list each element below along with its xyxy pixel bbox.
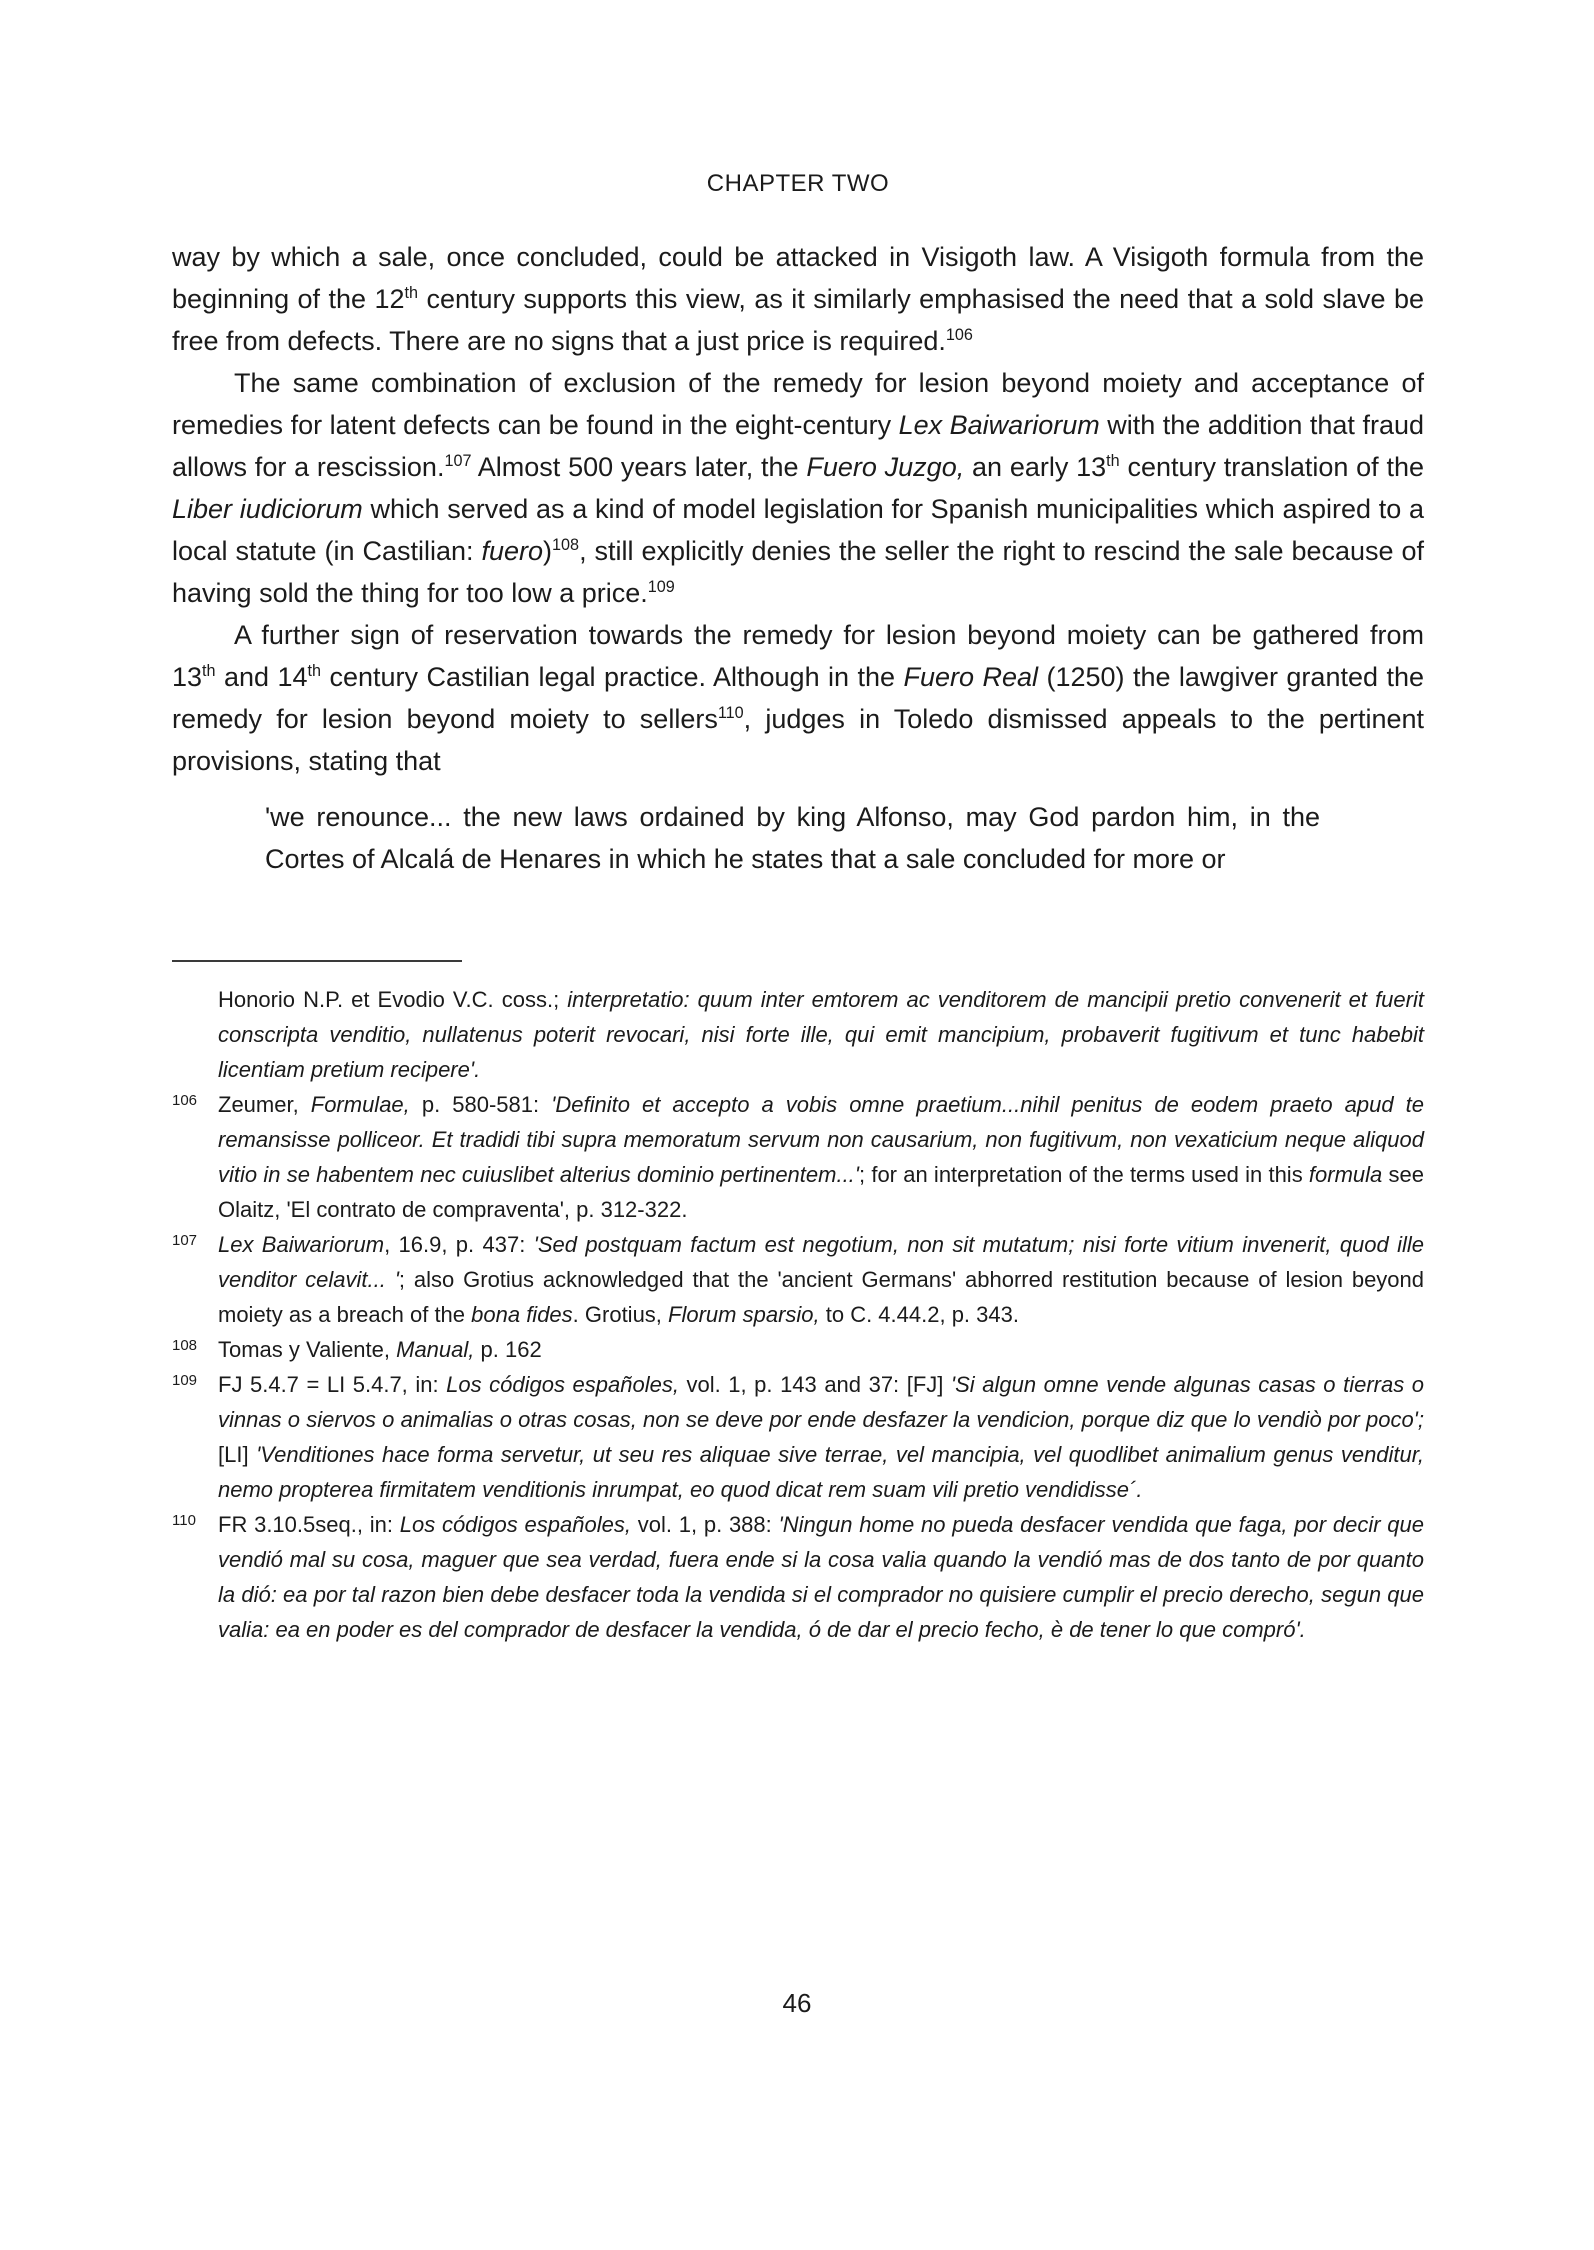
footnote (172, 1227, 1424, 1332)
footnote-ref: 106 (945, 326, 973, 344)
text-segment: way by which a sale, once concluded, could be attacked in Visigoth law. A Visigoth formula from the beginning of the 12 (172, 242, 1424, 314)
footnote (172, 1332, 1424, 1367)
text-segment: Manual, (396, 1337, 475, 1362)
footnote-ref: 110 (717, 704, 744, 722)
text-segment: century supports this view, as it similarly emphasised the need that a sold slave be free from defects. There are no signs that a just price is required. (172, 284, 1424, 356)
footnotes-section (172, 982, 1424, 1647)
footnote-number: 106 (172, 1092, 198, 1109)
text-segment: [LI] (218, 1442, 257, 1467)
text-segment: Los códigos españoles, (399, 1512, 631, 1537)
text-segment: Lex Baiwariorum (898, 410, 1100, 440)
text-segment: an early 13 (964, 452, 1107, 482)
footnote (172, 1507, 1424, 1647)
footnote-number: 110 (172, 1512, 196, 1529)
footnote-continuation (218, 982, 1424, 1087)
footnote-ref: th (1106, 452, 1120, 470)
paragraph (172, 614, 1424, 782)
footnote-ref: th (307, 662, 322, 680)
text-segment: Fuero Real (903, 662, 1038, 692)
text-segment: ) (543, 536, 553, 566)
text-segment: The same combination of exclusion of the remedy for lesion beyond moiety and acceptance of remedies for latent defects can be found in the eight-century (172, 368, 1424, 440)
text-segment: (1250) the lawgiver granted the remedy for lesion beyond moiety to sellers (172, 662, 1424, 734)
text-segment: 'we renounce... the new laws ordained by king Alfonso, may God pardon him, in the Cortes of Alcalá de Henares in which he states that a sale concluded for more or (265, 802, 1320, 874)
footnote-separator (172, 960, 462, 962)
footnote-number: 107 (172, 1232, 198, 1249)
text-segment: which served as a kind of model legislation for Spanish municipalities which aspired to a local statute (in Castilian: (172, 494, 1424, 566)
footnote-ref: 108 (552, 536, 580, 554)
footnote-text (218, 1087, 1424, 1227)
footnote (172, 1087, 1424, 1227)
text-segment: Liber iudiciorum (172, 494, 363, 524)
footnote-number: 108 (172, 1337, 198, 1354)
footnote-ref: th (202, 662, 216, 680)
text-segment: century translation of the (1119, 452, 1424, 482)
footnote-text (218, 1332, 1424, 1367)
footnote-ref: 107 (444, 452, 472, 470)
text-segment: 'Ningun home no pueda desfacer vendida que faga, por decir que vendió mal su cosa, maguer que sea verdad, fuera ende si la cosa valia quando la vendió mas de dos tanto de por quanto la dió: ea por tal razon bien debe desfacer toda la vendida si el comprador no quisiere cumplir el precio derecho, segun que valia: ea en poder es del comprador de desfacer la vendida, ó de dar el precio fecho, è de tener lo que compró'. (218, 1512, 1425, 1642)
footnote-text (218, 1227, 1424, 1332)
text-segment: 'Definito et accepto a vobis omne praetium...nihil penitus de eodem praeto apud te remansisse polliceor. Et tradidi tibi supra memoratum servum non causarium, non fugitivum, non vexaticium neque aliquod vitio in se habentem nec cuiuslibet alterius dominio pertinentem...' (218, 1092, 1424, 1187)
text-segment: century Castilian legal practice. Although in the (321, 662, 904, 692)
text-segment: 'Venditiones hace forma servetur, ut seu res aliquae sive terrae, vel mancipia, vel quodlibet animalium genus venditur, nemo propterea firmitatem venditionis inrumpat, eo quod dicat rem suam vili pretio vendidisse´. (218, 1442, 1425, 1502)
chapter-header: CHAPTER TWO (706, 170, 890, 197)
text-segment: Lex Baiwariorum (218, 1232, 385, 1257)
text-segment: vol. 1, p. 388: (630, 1512, 779, 1537)
footnote-ref: th (404, 284, 419, 302)
text-segment: and 14 (215, 662, 308, 692)
text-segment: . Grotius, (572, 1302, 669, 1327)
text-segment: formula (1308, 1162, 1383, 1187)
paragraph (172, 362, 1424, 614)
text-segment: ; also Grotius acknowledged that the 'ancient Germans' abhorred restitution because of lesion beyond moiety as a breach of the (218, 1267, 1425, 1327)
text-segment: , judges in Toledo dismissed appeals to the pertinent provisions, stating that (172, 704, 1424, 776)
text-segment: p. 580-581: (409, 1092, 552, 1117)
paragraph (172, 236, 1424, 362)
footnote-text (218, 1507, 1424, 1647)
text-segment: interpretatio: quum inter emtorem ac venditorem de mancipii pretio convenerit et fuerit conscripta venditio, nullatenus poterit revocari, nisi forte ille, qui emit mancipium, probaverit fugitivum et tunc habebit licentiam pretium recipere'. (218, 987, 1424, 1082)
text-segment: Florum sparsio, (668, 1302, 820, 1327)
text-segment: Fuero Juzgo, (806, 452, 965, 482)
footnote-ref: 109 (647, 578, 675, 596)
text-segment: FJ 5.4.7 = LI 5.4.7, in: (218, 1372, 447, 1397)
text-segment: with the addition that fraud allows for a rescission. (172, 410, 1424, 482)
text-segment: bona fides (471, 1302, 573, 1327)
text-segment: Tomas y Valiente, (218, 1337, 397, 1362)
text-segment: 'Si algun omne vende algunas casas o tierras o vinnas o siervos o animalias o otras cosas, non se deve por ende desfazer la vendicion, porque diz que lo vendiò por poco'; (218, 1372, 1424, 1432)
text-segment: Almost 500 years later, the (471, 452, 807, 482)
text-segment: Honorio N.P. et Evodio V.C. coss.; (218, 987, 568, 1012)
text-segment: see Olaitz, 'El contrato de compraventa', p. 312-322. (218, 1162, 1424, 1222)
text-segment: A further sign of reservation towards the remedy for lesion beyond moiety can be gathered from 13 (172, 620, 1424, 692)
text-segment: Zeumer, (218, 1092, 311, 1117)
footnote (172, 1367, 1424, 1507)
text-segment: p. 162 (474, 1337, 542, 1362)
block-quote (265, 796, 1320, 880)
text-segment: Formulae, (310, 1092, 410, 1117)
text-segment: fuero (481, 536, 544, 566)
text-segment: 'Sed postquam factum est negotium, non sit mutatum; nisi forte vitium invenerit, quod ille venditor celavit... ' (218, 1232, 1424, 1292)
text-segment: ; for an interpretation of the terms used in this (859, 1162, 1309, 1187)
text-segment: FR 3.10.5seq., in: (218, 1512, 400, 1537)
text-segment: to C. 4.44.2, p. 343. (819, 1302, 1019, 1327)
body-text (172, 236, 1424, 880)
footnote-number: 109 (172, 1372, 198, 1389)
page-number: 46 (782, 1988, 812, 2018)
text-segment: Los códigos españoles, (446, 1372, 679, 1397)
text-segment: , still explicitly denies the seller the right to rescind the sale because of having sold the thing for too low a price. (172, 536, 1424, 608)
text-segment: , 16.9, p. 437: (384, 1232, 534, 1257)
footnote-text (218, 1367, 1424, 1507)
text-segment: vol. 1, p. 143 and 37: [FJ] (678, 1372, 951, 1397)
